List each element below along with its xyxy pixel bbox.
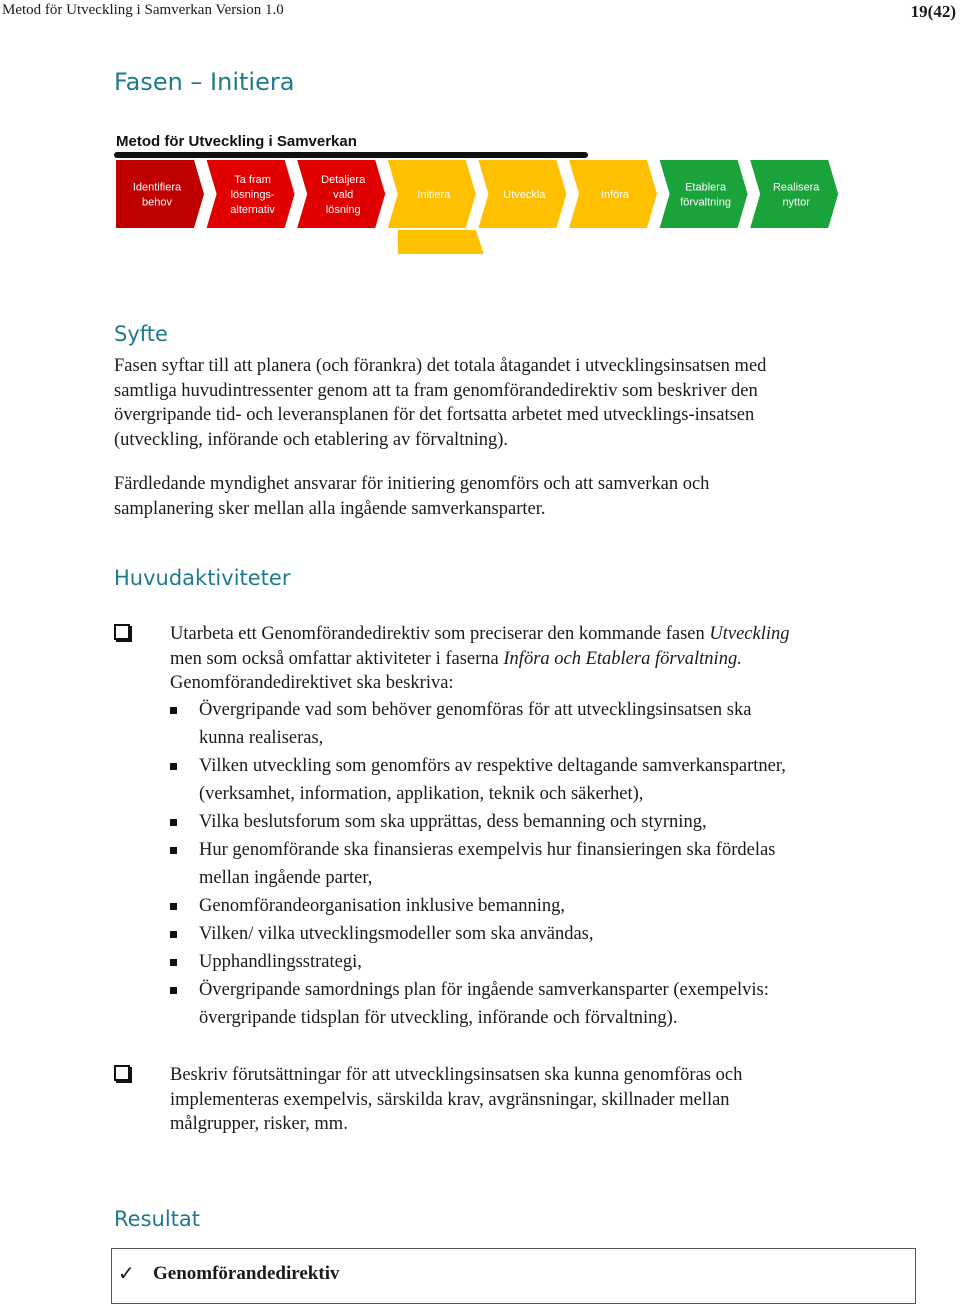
text-line: implementeras exempelvis, särskilda krav, avgränsningar, skillnader mellan [170,1089,730,1110]
requirement-item [170,808,890,836]
process-step-label: Realisera [772,181,820,194]
process-step-label: Ta fram [234,174,271,186]
text-line: (utveckling, införande och etablering av förvaltning). [114,429,509,450]
process-step-label: lösning [325,204,361,216]
active-step-marker [398,230,484,254]
requirement-item [170,948,890,976]
text-line: samplanering sker mellan alla ingående samverkansparter. [114,498,546,519]
text-segment: Utarbeta ett Genomförandedirektiv som preciserar den kommande fasen [170,624,710,644]
syfte-paragraph-1 [114,354,874,452]
syfte-heading: Syfte [114,322,168,346]
process-step-chevron [750,160,838,228]
process-step-chevron [116,160,204,228]
result-item: Genomförandedirektiv [153,1263,340,1284]
checkbox-icon [114,1065,130,1081]
text-line: Vilken/ vilka utvecklingsmodeller som ska användas, [199,923,594,944]
process-step-label: alternativ [230,204,275,216]
process-diagram [114,128,854,258]
text-segment: men som också omfattar aktiviteter i faserna [170,648,504,669]
process-step-label: Initiera [417,189,451,201]
text-line: Vilken utveckling som genomförs av respektive deltagande samverkanspartner, [199,755,786,776]
requirement-item [170,836,890,892]
text-line: Övergripande samordnings plan för ingående samverkansparter (exempelvis: [199,979,769,1000]
checkbox-icon [114,624,130,640]
requirement-item [170,976,890,1032]
text-line: Genomförandeorganisation inklusive bemanning, [199,895,565,916]
text-line: Hur genomförande ska finansieras exempelvis hur finansieringen ska fördelas [199,839,776,860]
process-steps [116,160,838,254]
text-line: kunna realiseras, [199,727,324,748]
process-step-label: Identifiera [132,181,182,194]
requirements-list [170,696,890,1032]
process-step-label: Etablera [685,181,727,194]
text-line: Övergripande vad som behöver genomföras för att utvecklingsinsatsen ska [199,699,752,720]
requirement-item [170,752,890,808]
result-box [111,1248,916,1304]
process-diagram-title: Metod för Utveckling i Samverkan [116,133,357,150]
text-line: (verksamhet, information, applikation, teknik och säkerhet), [199,783,644,804]
text-line: målgrupper, risker, mm. [170,1114,348,1134]
emphasis-text: Införa och Etablera förvaltning. [503,648,742,669]
process-step-label: lösnings- [230,189,275,201]
text-line [170,647,890,672]
process-step-label: Utveckla [503,189,546,201]
process-step-label: Införa [600,189,630,201]
text-line: övergripande tid- och leveransplanen för det fortsatta arbetet med utvecklings-insatsen [114,405,755,425]
document-header-title: Metod för Utveckling i Samverkan Version 1.0 [2,2,284,18]
text-line: Genomförandedirektivet ska beskriva: [170,673,454,693]
requirement-item [170,696,890,752]
activity-text [170,1063,890,1137]
resultat-heading: Resultat [114,1207,200,1231]
process-step-label: vald [333,189,354,201]
checkmark-icon: ✓ [118,1261,135,1285]
process-step-label: förvaltning [680,196,731,209]
text-line: samtliga huvudintressenter genom att ta fram genomförandedirektiv som beskriver den [114,380,758,401]
process-step-chevron [660,160,748,228]
activity-text [170,622,890,1032]
syfte-paragraph-2 [114,472,874,521]
text-line: Upphandlingsstrategi, [199,951,362,972]
text-line: övergripande tidsplan för utveckling, införande och förvaltning). [199,1007,678,1028]
emphasis-text: Utveckling [709,624,790,644]
process-step-label: Detaljera [321,174,366,186]
text-line: Fasen syftar till att planera (och förankra) det totala åtagandet i utvecklingsinsatsen med [114,356,767,376]
text-line [170,622,890,647]
requirement-item [170,920,890,948]
text-line: Vilka beslutsforum som ska upprättas, dess bemanning och styrning, [199,811,707,832]
process-step-label: behov [142,196,172,209]
huvudaktiviteter-heading: Huvudaktiviteter [114,566,291,590]
phase-title: Fasen – Initiera [114,68,295,96]
requirement-item [170,892,890,920]
text-line: Färdledande myndighet ansvarar för initiering genomförs och att samverkan och [114,474,710,494]
process-progress-bar [114,152,588,158]
page-number: 19(42) [910,2,956,21]
text-line: Beskriv förutsättningar för att utvecklingsinsatsen ska kunna genomföras och [170,1065,743,1085]
process-step-label: nyttor [782,196,810,209]
text-line: mellan ingående parter, [199,867,373,888]
